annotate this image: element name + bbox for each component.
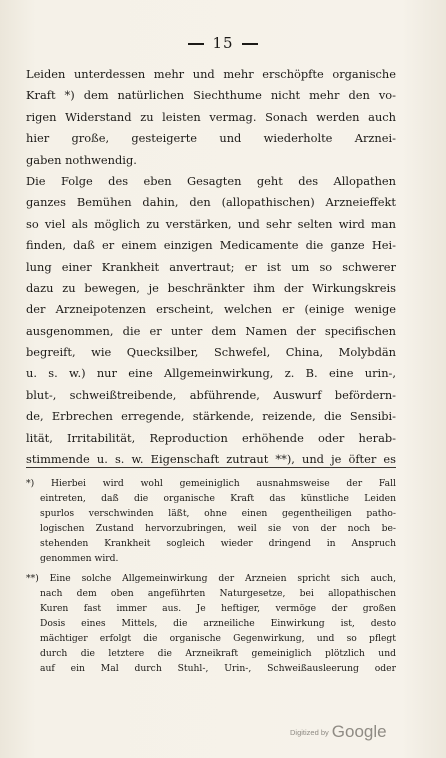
text-line: stimmende u. s. w. Eigenschaft zutraut **), und je öfter es: [26, 452, 396, 467]
text-line: ganzes Bemühen dahin, den (allopathischen) Arzneieffekt: [26, 195, 396, 210]
text-line: u. s. w.) nur eine Allgemeinwirkung, z. B. eine urin-,: [26, 366, 396, 381]
footnote-line: eintreten, daß die organische Kraft das künstliche Leiden: [40, 493, 396, 505]
footnote-line: logischen Zustand hervorzubringen, weil sie von der noch be-: [40, 523, 396, 535]
text-line: rigen Widerstand zu leisten vermag. Sonach werden auch: [26, 109, 396, 124]
header-dash-right: [242, 43, 258, 45]
text-line: der Arzneipotenzen erscheint, welchen er (einige wenige: [26, 302, 396, 317]
page-number: 15: [212, 34, 234, 52]
digitized-watermark: [290, 722, 387, 742]
text-line: Leiden unterdessen mehr und mehr erschöpfte organische: [26, 67, 396, 81]
text-line: gaben nothwendig.: [26, 152, 137, 167]
footnote-line: durch die letztere die Arzneikraft gemeiniglich plötzlich und: [40, 648, 396, 660]
footnote-line: Dosis eines Mittels, die arzneiliche Einwirkung ist, desto: [40, 617, 396, 629]
text-line: blut-, schweißtreibende, abführende, Auswurf befördern-: [26, 387, 396, 402]
footnote: [26, 476, 396, 567]
footnote-line: nach dem oben angeführten Naturgesetze, bei allopathischen: [40, 587, 396, 599]
footnote-divider: [26, 467, 396, 468]
text-line: Die Folge des eben Gesagten geht des Allopathen: [26, 173, 396, 188]
text-line: Kraft *) dem natürlichen Siechthume nicht mehr den vo-: [26, 88, 396, 103]
text-line: begreift, wie Quecksilber, Schwefel, China, Molybdän: [26, 345, 396, 360]
footnote: [26, 571, 396, 677]
text-line: lung einer Krankheit anvertraut; er ist um so schwerer: [26, 259, 396, 274]
text-line: hier große, gesteigerte und wiederholte Arznei-: [26, 131, 396, 146]
footnote-line: genommen wird.: [40, 553, 119, 565]
footnote-line: **) Eine solche Allgemeinwirkung der Arzneien spricht sich auch,: [26, 572, 396, 584]
footnote-line: spurlos verschwinden läßt, ohne einen gegentheiligen patho-: [40, 508, 396, 520]
text-line: dazu zu bewegen, je beschränkter ihm der Wirkungskreis: [26, 280, 396, 295]
footnote-line: auf ein Mal durch Stuhl-, Urin-, Schweißausleerung oder: [40, 663, 396, 675]
footnote-line: Kuren fast immer aus. Je heftiger, vermöge der großen: [40, 602, 396, 614]
footnote-line: *) Hierbei wird wohl gemeiniglich ausnahmsweise der Fall: [26, 478, 396, 489]
text-line: de, Erbrechen erregende, stärkende, reizende, die Sensibi-: [26, 409, 396, 424]
text-line: finden, daß er einem einzigen Medicamente die ganze Hei-: [26, 238, 396, 253]
page-header: [0, 34, 446, 52]
footnote-line: mächtiger erfolgt die organische Gegenwirkung, und so pflegt: [40, 632, 396, 644]
main-text: [26, 64, 396, 470]
footnotes: [26, 476, 396, 676]
text-line: lität, Irritabilität, Reproduction erhöhende oder herab-: [26, 430, 396, 445]
header-dash-left: [188, 43, 204, 45]
google-logo: Google: [331, 722, 387, 741]
footnote-line: stehenden Krankheit sogleich wieder dringend in Anspruch: [40, 538, 396, 550]
text-line: so viel als möglich zu verstärken, und sehr selten wird man: [26, 216, 396, 231]
watermark-prefix: Digitized by: [290, 727, 329, 737]
text-line: ausgenommen, die er unter dem Namen der specifischen: [26, 323, 396, 338]
